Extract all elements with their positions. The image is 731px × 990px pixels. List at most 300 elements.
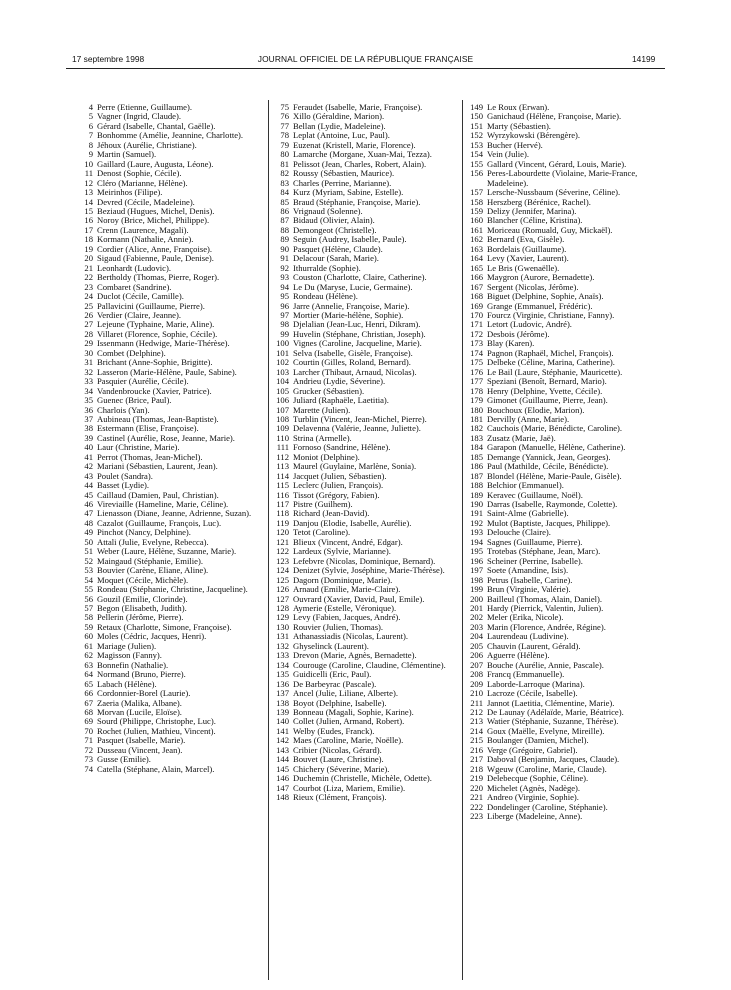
list-item-number: 160 — [470, 215, 483, 226]
list-item-number: 31 — [84, 357, 93, 368]
list-item-number: 15 — [84, 205, 93, 216]
list-item-name: Xillo (Géraldine, Marion). — [293, 111, 385, 122]
list-item-number: 182 — [470, 423, 483, 434]
list-item-name: Marty (Sébastien). — [487, 120, 551, 131]
list-item-name: Aubineau (Thomas, Jean-Baptiste). — [97, 413, 219, 424]
column-separator — [268, 100, 269, 980]
list-item-name: De Launay (Adélaïde, Marie, Béatrice). — [487, 707, 624, 717]
list-item-number: 114 — [276, 470, 289, 481]
list-item-number: 185 — [470, 451, 483, 462]
list-item-name: Maygron (Aurore, Bernadette). — [487, 272, 595, 283]
list-item-number: 219 — [470, 773, 483, 784]
list-item — [78, 765, 266, 774]
list-item-number: 78 — [280, 130, 289, 141]
list-item-number: 153 — [470, 139, 483, 150]
list-item-number: 198 — [470, 574, 483, 585]
list-item-number: 140 — [276, 716, 289, 727]
list-item-name: Zaeria (Malika, Albane). — [97, 697, 182, 708]
list-item-number: 169 — [470, 300, 483, 311]
list-item-number: 154 — [470, 149, 483, 160]
list-item-number: 196 — [470, 555, 483, 566]
list-item-number: 135 — [276, 669, 289, 680]
list-item-name: Brun (Virginie, Valérie). — [487, 584, 571, 595]
list-item-name: Dervilly (Anne, Marie). — [487, 413, 570, 424]
list-item-number: 148 — [276, 792, 289, 803]
list-item-name: Pagnon (Raphaël, Michel, François). — [487, 347, 614, 358]
list-item-number: 42 — [84, 461, 93, 472]
list-item-name: Tetot (Caroline). — [293, 527, 351, 538]
list-item-name: Henry (Delphine, Yvette, Cécile). — [487, 385, 603, 396]
list-item-name: Darras (Isabelle, Raymonde, Colette). — [487, 499, 618, 510]
list-item — [468, 812, 656, 821]
list-item-number: 63 — [84, 659, 93, 670]
list-item-number: 90 — [280, 243, 289, 254]
list-item-number: 12 — [84, 177, 93, 188]
list-item-number: 107 — [276, 404, 289, 415]
list-item-number: 126 — [276, 584, 289, 595]
list-item-name: Cauchois (Marie, Bénédicte, Caroline). — [487, 423, 623, 434]
list-item-name: Caillaud (Damien, Paul, Christian). — [97, 489, 219, 500]
list-item-number: 118 — [276, 508, 289, 519]
list-item-name: Labach (Hélène). — [97, 678, 157, 689]
list-item-name: Speziani (Benoît, Bernard, Mario). — [487, 376, 607, 387]
list-item-name: Djelalian (Jean-Luc, Henri, Dikram). — [293, 319, 421, 330]
list-item-name: Bucher (Hervé). — [487, 139, 543, 150]
list-item-name: Bertholdy (Thomas, Pierre, Roger). — [97, 272, 220, 283]
list-item-name: Grange (Emmanuel, Frédéric). — [487, 300, 593, 311]
list-item-number: 155 — [470, 158, 483, 169]
list-item-name: Meler (Erika, Nicole). — [487, 612, 564, 623]
list-item-name: Perre (Etienne, Guillaume). — [97, 102, 192, 112]
list-item-name: Bouvet (Laure, Christine). — [293, 754, 384, 765]
list-item-name: Blondel (Hélène, Marie-Paule, Gisèle). — [487, 470, 622, 481]
list-item-number: 167 — [470, 281, 483, 292]
list-item-name: Meirinhos (Filipe). — [97, 187, 163, 198]
list-item-number: 28 — [84, 328, 93, 339]
list-item-name: Normand (Bruno, Pierre). — [97, 669, 186, 680]
list-item-number: 112 — [276, 451, 289, 462]
list-item-name: Lejeune (Typhaine, Marie, Aline). — [97, 319, 215, 330]
list-item-number: 16 — [84, 215, 93, 226]
list-column-1 — [78, 103, 266, 774]
list-item-number: 220 — [470, 782, 483, 793]
list-item-number: 71 — [84, 735, 93, 746]
list-item-name: Lardeux (Sylvie, Marianne). — [293, 546, 391, 557]
list-item-name: Jéhoux (Aurélie, Christiane). — [97, 139, 197, 150]
list-item-number: 131 — [276, 631, 289, 642]
list-item-number: 108 — [276, 413, 289, 424]
list-item-name: De Barbeyrac (Pascale). — [293, 678, 377, 689]
list-item-name: Roussy (Sébastien, Maurice). — [293, 168, 395, 179]
list-item-number: 73 — [84, 754, 93, 765]
list-item-number: 84 — [280, 187, 289, 198]
list-item-number: 175 — [470, 357, 483, 368]
list-item-name: Ancel (Julie, Liliane, Alberte). — [293, 688, 398, 699]
list-item-name: Dagorn (Dominique, Marie). — [293, 574, 393, 585]
list-item-number: 77 — [280, 120, 289, 131]
list-item-name: Michelet (Agnès, Nadège). — [487, 782, 581, 793]
list-item-name: Levy (Fabien, Jacques, André). — [293, 612, 401, 623]
list-item-name: Duchemin (Christelle, Michèle, Odette). — [293, 773, 432, 784]
list-item-number: 55 — [84, 584, 93, 595]
list-item-number: 74 — [84, 763, 93, 774]
list-item-name: Belchior (Emmanuel). — [487, 480, 564, 491]
list-item-number: 69 — [84, 716, 93, 727]
list-item-name: Verge (Grégoire, Gabriel). — [487, 744, 578, 755]
list-item-name: Vignes (Caroline, Jacqueline, Marie). — [293, 338, 422, 349]
list-item-number: 130 — [276, 621, 289, 632]
column-separator — [462, 100, 463, 980]
list-item-name: Moriceau (Romuald, Guy, Mickaël). — [487, 224, 613, 235]
list-item-number: 191 — [470, 508, 483, 519]
list-item-name: Maurel (Guylaine, Marlène, Sonia). — [293, 461, 417, 472]
list-item — [274, 793, 462, 802]
list-item-number: 8 — [88, 139, 93, 150]
list-item-number: 194 — [470, 536, 483, 547]
list-item-number: 119 — [276, 517, 289, 528]
list-item-name: Cordier (Alice, Anne, Françoise). — [97, 243, 213, 254]
list-item-number: 105 — [276, 385, 289, 396]
list-item-name: Daboval (Benjamin, Jacques, Claude). — [487, 754, 620, 765]
list-item-number: 37 — [84, 413, 93, 424]
list-item-number: 97 — [280, 309, 289, 320]
list-item-name: Bonnefin (Nathalie). — [97, 659, 169, 670]
list-item-name: Zusatz (Marie, Jaë). — [487, 432, 556, 443]
list-item-name: Euzenat (Kristell, Marie, Florence). — [293, 139, 416, 150]
list-item-number: 52 — [84, 555, 93, 566]
list-item-number: 222 — [470, 801, 483, 812]
list-item-name: Keravec (Guillaume, Noël). — [487, 489, 583, 500]
list-item-name: Herszberg (Bérénice, Rachel). — [487, 196, 591, 207]
list-item-name: Laurendeau (Ludivine). — [487, 631, 569, 642]
list-item-number: 208 — [470, 669, 483, 680]
list-column-2 — [274, 103, 462, 803]
list-item-number: 174 — [470, 347, 483, 358]
list-item-number: 122 — [276, 546, 289, 557]
list-item-number: 59 — [84, 621, 93, 632]
list-item-number: 134 — [276, 659, 289, 670]
list-item-name: Estermann (Elise, Françoise). — [97, 423, 199, 434]
list-item-number: 201 — [470, 603, 483, 614]
list-item-name: Rondeau (Hélène). — [293, 291, 358, 302]
list-item-name: Bidaud (Olivier, Alain). — [293, 215, 375, 226]
list-item-number: 165 — [470, 262, 483, 273]
list-item-name: Leclerc (Julien, François). — [293, 480, 384, 491]
list-item-number: 213 — [470, 716, 483, 727]
list-item-number: 81 — [280, 158, 289, 169]
list-item-number: 179 — [470, 395, 483, 406]
list-item-number: 149 — [470, 102, 483, 112]
list-item-number: 184 — [470, 442, 483, 453]
list-item-name: Noroy (Brice, Michel, Philippe). — [97, 215, 210, 226]
list-item-number: 85 — [280, 196, 289, 207]
list-item-name: Magisson (Fanny). — [97, 650, 162, 661]
list-item-number: 106 — [276, 395, 289, 406]
list-item-number: 25 — [84, 300, 93, 311]
list-item-number: 23 — [84, 281, 93, 292]
list-item-number: 171 — [470, 319, 483, 330]
list-item-name: Saint-Alme (Gabrielle). — [487, 508, 569, 519]
list-item-number: 7 — [88, 130, 93, 141]
list-item-number: 34 — [84, 385, 93, 396]
list-column-3 — [468, 103, 656, 821]
list-item-name: Fornoso (Sandrine, Hélène). — [293, 442, 391, 453]
list-item-number: 6 — [88, 120, 93, 131]
list-item-number: 195 — [470, 546, 483, 557]
list-item-name: Andreo (Virginie, Sophie). — [487, 792, 579, 803]
list-item-name: Catella (Stéphane, Alain, Marcel). — [97, 763, 215, 774]
list-item-number: 204 — [470, 631, 483, 642]
list-item-number: 178 — [470, 385, 483, 396]
list-item-name: Pasquier (Aurélie, Cécile). — [97, 376, 189, 387]
list-item-number: 93 — [280, 272, 289, 283]
list-item-number: 5 — [88, 111, 93, 122]
list-item-name: Attali (Julie, Evelyne, Rebecca). — [97, 536, 209, 547]
list-item-name: Martin (Samuel). — [97, 149, 157, 160]
list-item-name: Gouzil (Emilie, Clorinde). — [97, 593, 188, 604]
list-item-name: Castinel (Aurélie, Rose, Jeanne, Marie). — [97, 432, 235, 443]
list-item-name: Soete (Amandine, Isis). — [487, 565, 569, 576]
list-item-number: 9 — [88, 149, 93, 160]
list-item-name: Demongeot (Christelle). — [293, 224, 377, 235]
list-item-number: 30 — [84, 347, 93, 358]
list-item-name: Delouche (Claire). — [487, 527, 551, 538]
list-item-number: 47 — [84, 508, 93, 519]
list-item-number: 40 — [84, 442, 93, 453]
header-title: JOURNAL OFFICIEL DE LA RÉPUBLIQUE FRANÇAISE — [257, 54, 474, 64]
list-item-name: Desbois (Jérôme). — [487, 328, 550, 339]
list-item-number: 152 — [470, 130, 483, 141]
list-item-number: 181 — [470, 413, 483, 424]
list-item-number: 43 — [84, 470, 93, 481]
list-item-name: Richard (Jean-David). — [293, 508, 370, 519]
list-item-name: Grucker (Sébastien). — [293, 385, 365, 396]
list-item-number: 83 — [280, 177, 289, 188]
list-item-number: 65 — [84, 678, 93, 689]
list-item-name: Beziaud (Hugues, Michel, Denis). — [97, 205, 215, 216]
list-item-number: 57 — [84, 603, 93, 614]
list-item-name: Delebecque (Sophie, Céline). — [487, 773, 589, 784]
list-item-number: 141 — [276, 725, 289, 736]
list-item-name: Cazalot (Guillaume, François, Luc). — [97, 517, 222, 528]
list-item-name: Verdier (Claire, Jeanne). — [97, 309, 181, 320]
list-item-number: 27 — [84, 319, 93, 330]
list-item-name: Cribier (Nicolas, Gérard). — [293, 744, 382, 755]
list-item-name: Garapon (Manuelle, Hélène, Catherine). — [487, 442, 626, 453]
list-item-number: 203 — [470, 621, 483, 632]
list-item-name: Issenmann (Hedwige, Marie-Thérèse). — [97, 338, 230, 349]
list-item-name: Le Bris (Gwenaëlle). — [487, 262, 560, 273]
list-item-number: 136 — [276, 678, 289, 689]
list-item-name: Scheiner (Perrine, Isabelle). — [487, 555, 583, 566]
list-item-name: Combet (Delphine). — [97, 347, 166, 358]
list-item-number: 58 — [84, 612, 93, 623]
list-item-name: Tissot (Grégory, Fabien). — [293, 489, 380, 500]
list-item-number: 223 — [470, 810, 483, 821]
list-item-number: 70 — [84, 725, 93, 736]
list-item-number: 216 — [470, 744, 483, 755]
list-item-name: Lersche-Nussbaum (Séverine, Céline). — [487, 187, 621, 198]
list-item-number: 35 — [84, 395, 93, 406]
list-item-name: Watier (Stéphanie, Suzanne, Thérèse). — [487, 716, 619, 727]
list-item-number: 168 — [470, 291, 483, 302]
list-item-name: Vagner (Ingrid, Claude). — [97, 111, 181, 122]
list-item-number: 206 — [470, 650, 483, 661]
list-item-name: Vandenbroucke (Xavier, Patrice). — [97, 385, 212, 396]
list-item-number: 157 — [470, 187, 483, 198]
list-item-name: Delavenna (Valérie, Jeanne, Juliette). — [293, 423, 421, 434]
list-item-number: 39 — [84, 432, 93, 443]
list-item-number: 170 — [470, 309, 483, 320]
list-item-number: 186 — [470, 461, 483, 472]
list-item-name: Gimonet (Guillaume, Pierre, Jean). — [487, 395, 608, 406]
list-item-name: Marin (Florence, Andrée, Régine). — [487, 621, 606, 632]
list-item-number: 91 — [280, 253, 289, 264]
list-item-name: Kurz (Myriam, Sabine, Estelle). — [293, 187, 404, 198]
list-item-number: 104 — [276, 376, 289, 387]
list-item-name: Boyot (Delphine, Isabelle). — [293, 697, 387, 708]
list-item-number: 82 — [280, 168, 289, 179]
list-item-number: 193 — [470, 527, 483, 538]
list-item-number: 72 — [84, 744, 93, 755]
list-item-name: Bonhomme (Amélie, Jeannine, Charlotte). — [97, 130, 244, 141]
list-item-number: 45 — [84, 489, 93, 500]
list-item-name: Pasquet (Hélène, Claude). — [293, 243, 383, 254]
list-item-name: Ouvrard (Xavier, David, Paul, Emile). — [293, 593, 425, 604]
list-item-number: 199 — [470, 584, 483, 595]
list-item-number: 133 — [276, 650, 289, 661]
list-item-name: Mortier (Marie-hélène, Sophie). — [293, 309, 404, 320]
list-item-name: Trotebas (Stéphane, Jean, Marc). — [487, 546, 601, 557]
list-item-number: 41 — [84, 451, 93, 462]
list-item-name: Vireviaille (Hameline, Marie, Céline). — [97, 499, 229, 510]
list-item-number: 116 — [276, 489, 289, 500]
list-item-number: 163 — [470, 243, 483, 254]
list-item-number: 121 — [276, 536, 289, 547]
list-item-number: 64 — [84, 669, 93, 680]
list-item-name: Sergent (Nicolas, Jérôme). — [487, 281, 579, 292]
list-item-name: Courtin (Gilles, Roland, Bernard). — [293, 357, 411, 368]
page-header — [0, 54, 731, 68]
list-item-number: 177 — [470, 376, 483, 387]
list-item-name: Rouvier (Julien, Thomas). — [293, 621, 384, 632]
list-item-number: 188 — [470, 480, 483, 491]
header-rule — [66, 68, 665, 69]
list-item-number: 4 — [88, 102, 93, 112]
list-item-number: 202 — [470, 612, 483, 623]
list-item-number: 147 — [276, 782, 289, 793]
list-item-name: Collet (Julien, Armand, Robert). — [293, 716, 405, 727]
list-item-number: 14 — [84, 196, 93, 207]
list-item-number: 127 — [276, 593, 289, 604]
list-item-number: 61 — [84, 640, 93, 651]
list-item-name: Moles (Cédric, Jacques, Henri). — [97, 631, 207, 642]
list-item-name: Pinchot (Nancy, Delphine). — [97, 527, 191, 538]
list-item-name: Blay (Karen). — [487, 338, 535, 349]
list-item-number: 145 — [276, 763, 289, 774]
list-item-number: 210 — [470, 688, 483, 699]
list-item-name: Pellerin (Jérôme, Pierre). — [97, 612, 184, 623]
list-item-name: Vrignaud (Solenne). — [293, 205, 363, 216]
list-item-number: 19 — [84, 243, 93, 254]
list-item-name: Charlois (Yan). — [97, 404, 150, 415]
list-item-number: 92 — [280, 262, 289, 273]
list-item-number: 44 — [84, 480, 93, 491]
list-item-name: Jannot (Laetitia, Clémentine, Marie). — [487, 697, 615, 708]
list-item-name: Peres-Labourdette (Violaine, Marie-France, Madeleine). — [487, 168, 638, 188]
list-item-number: 173 — [470, 338, 483, 349]
list-item-number: 32 — [84, 366, 93, 377]
list-item-name: Leplat (Antoine, Luc, Paul). — [293, 130, 390, 141]
list-item-number: 183 — [470, 432, 483, 443]
list-item-number: 38 — [84, 423, 93, 434]
list-item-name: Wgeuw (Caroline, Marie, Claude). — [487, 763, 607, 774]
list-item-name: Petrus (Isabelle, Carine). — [487, 574, 573, 585]
list-item-name: Marette (Julien). — [293, 404, 351, 415]
list-item-name: Delizy (Jennifer, Marina). — [487, 205, 577, 216]
list-item-name: Lacroze (Cécile, Isabelle). — [487, 688, 578, 699]
list-item-number: 209 — [470, 678, 483, 689]
list-item-number: 159 — [470, 205, 483, 216]
list-item-name: Combaret (Sandrine). — [97, 281, 172, 292]
list-item-number: 100 — [276, 338, 289, 349]
list-item-name: Couston (Charlotte, Claire, Catherine). — [293, 272, 427, 283]
list-item-name: Sagnes (Guillaume, Pierre). — [487, 536, 583, 547]
list-item-number: 125 — [276, 574, 289, 585]
list-item-number: 26 — [84, 309, 93, 320]
list-item-number: 205 — [470, 640, 483, 651]
list-item-name: Courouge (Caroline, Claudine, Clémentine). — [293, 659, 446, 670]
list-item-number: 214 — [470, 725, 483, 736]
list-item-number: 96 — [280, 300, 289, 311]
list-item-number: 166 — [470, 272, 483, 283]
list-item-name: Sourd (Philippe, Christophe, Luc). — [97, 716, 216, 727]
list-item-number: 67 — [84, 697, 93, 708]
list-item-name: Paul (Mathilde, Cécile, Bénédicte). — [487, 461, 609, 472]
list-item-number: 62 — [84, 650, 93, 661]
list-item-number: 68 — [84, 707, 93, 717]
list-item-number: 24 — [84, 291, 93, 302]
list-item-name: Demange (Yannick, Jean, Georges). — [487, 451, 611, 462]
list-item-number: 80 — [280, 149, 289, 160]
list-item-name: Pistre (Guilhem). — [293, 499, 353, 510]
list-item-name: Le Roux (Erwan). — [487, 102, 550, 112]
list-item-name: Gérard (Isabelle, Chantal, Gaëlle). — [97, 120, 216, 131]
list-item-name: Guidicelli (Eric, Paul). — [293, 669, 372, 680]
list-item-number: 60 — [84, 631, 93, 642]
list-item-number: 190 — [470, 499, 483, 510]
list-item-name: Letort (Ludovic, André). — [487, 319, 572, 330]
list-item-name: Chauvin (Laurent, Gérald). — [487, 640, 581, 651]
list-item-name: Rondeau (Stéphanie, Christine, Jacqueline). — [97, 584, 248, 595]
list-item-name: Laur (Christine, Marie). — [97, 442, 180, 453]
list-item-number: 151 — [470, 120, 483, 131]
list-item-name: Lefebvre (Nicolas, Dominique, Bernard). — [293, 555, 436, 566]
list-item-number: 137 — [276, 688, 289, 699]
list-item-name: Devred (Cécile, Madeleine). — [97, 196, 195, 207]
list-item-name: Kormann (Nathalie, Annie). — [97, 234, 194, 245]
list-item-name: Denizet (Sylvie, Joséphine, Marie-Thérèse). — [293, 565, 445, 576]
list-item-number: 17 — [84, 224, 93, 235]
list-item-name: Feraudet (Isabelle, Marie, Françoise). — [293, 102, 423, 112]
list-item-name: Duclot (Cécile, Camille). — [97, 291, 184, 302]
list-item-number: 180 — [470, 404, 483, 415]
list-item-name: Bailleul (Thomas, Alain, Daniel). — [487, 593, 603, 604]
header-date: 17 septembre 1998 — [72, 54, 145, 64]
list-item-number: 221 — [470, 792, 483, 803]
list-item-name: Poulet (Sandra). — [97, 470, 153, 481]
list-item-number: 75 — [280, 102, 289, 112]
